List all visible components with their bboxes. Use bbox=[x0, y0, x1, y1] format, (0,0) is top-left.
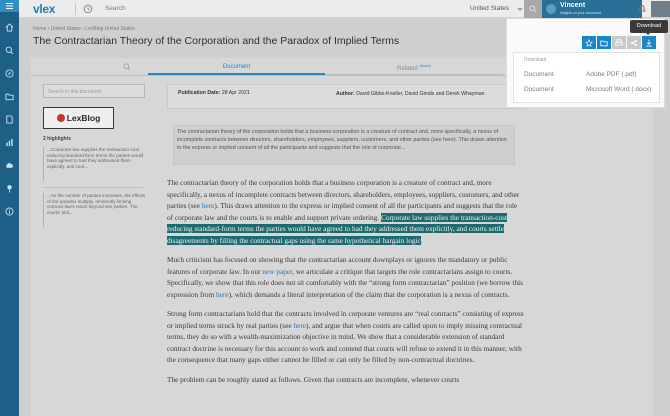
compass-icon[interactable] bbox=[0, 66, 19, 81]
text-run: Much criticism has focused on showing that the contractarian account downplays or ignores the mandatory or public features of corporate law. In our bbox=[167, 255, 508, 276]
share-icon bbox=[630, 39, 638, 47]
publication-date-label: Publication Date: bbox=[178, 90, 221, 96]
download-menu-header: Download bbox=[524, 57, 547, 63]
vincent-subtitle: Insights on your document bbox=[560, 11, 602, 15]
tab-document[interactable]: Document bbox=[148, 61, 325, 75]
folder-add-icon bbox=[600, 39, 608, 47]
document-card bbox=[31, 58, 653, 416]
download-docx-option[interactable] bbox=[524, 86, 654, 98]
folder-icon[interactable] bbox=[0, 89, 19, 104]
highlight-item[interactable]: ...Corporate law supplies the transaction-cost reducing standard-form terms the parties would have agreed to had they addressed them explicitly, and cour... bbox=[43, 147, 147, 181]
source-logo[interactable] bbox=[43, 107, 114, 129]
text-run: Strong form contractarians hold that the contracts involved in corporate ventures are “real contracts” consisting of express or implied terms struck by real parties (see bbox=[167, 309, 524, 330]
download-tooltip: Download bbox=[630, 20, 668, 33]
chart-icon[interactable] bbox=[0, 135, 19, 150]
home-icon[interactable] bbox=[0, 20, 19, 35]
document-icon[interactable] bbox=[0, 112, 19, 127]
info-icon[interactable] bbox=[0, 204, 19, 219]
menu-icon[interactable] bbox=[0, 0, 19, 12]
country-selector[interactable]: United States bbox=[470, 5, 510, 12]
folder-button[interactable] bbox=[597, 36, 611, 49]
highlight-item[interactable]: ...As the number of parties increases, the effects of the paradox multiply. Inherently limiting contract law's reach beyond two parties. The courts' abil... bbox=[43, 193, 147, 227]
option-format: Microsoft Word (.docx) bbox=[586, 86, 652, 93]
download-button[interactable] bbox=[642, 36, 656, 49]
text-run: . bbox=[420, 235, 423, 245]
link[interactable]: new paper bbox=[262, 266, 293, 276]
left-panel bbox=[43, 84, 147, 227]
search-icon[interactable] bbox=[123, 63, 131, 71]
link[interactable]: here bbox=[293, 320, 307, 330]
text-run: ), and argue that when courts are called upon to imply missing contractual terms, they do so with a wealth-maximization objective in mind. We show that a considerable extension of standard contract doctrine is necessary for this account to work and contend that courts will refuse to extend it in this manner, with the consequence that many gaps either cannot be filled or can only be filled by non-contractual doctrines. bbox=[167, 320, 523, 365]
print-button[interactable] bbox=[612, 36, 626, 49]
document-search-input[interactable]: Search in this document bbox=[43, 84, 145, 98]
tooltip-arrow bbox=[645, 32, 651, 35]
tab-related-label: Related bbox=[397, 66, 418, 72]
tab-related-badge: Vincent bbox=[419, 64, 431, 68]
left-rail bbox=[0, 0, 19, 416]
star-button[interactable] bbox=[582, 36, 596, 49]
abstract: The contractarian theory of the corporation holds that a business corporation is a creature of contract and, more specifically, a nexus of incomplete contracts between directors, shareholders, employees, suppliers, customers, and other parties (see here). This draws attention to the express or implied consent of all the participants and suggests that the role of corporate... bbox=[173, 125, 515, 165]
vincent-name: Vincent bbox=[560, 2, 586, 9]
publication-date-value: 28 Apr 2021 bbox=[221, 90, 250, 96]
highlighted-text[interactable]: Corporate law supplies the transaction-cost reducing standard-form terms the parties would have agreed to had they addressed them explicitly, and courts settle disagreements by filling the contractual gaps using the same hypothetical bargain logic bbox=[167, 212, 508, 245]
breadcrumb[interactable]: Home › United States › LexBlog United States bbox=[33, 26, 135, 32]
divider bbox=[43, 187, 143, 188]
metadata-box bbox=[167, 84, 527, 109]
bell-icon[interactable] bbox=[638, 4, 646, 13]
paragraph bbox=[167, 308, 524, 366]
share-button[interactable] bbox=[627, 36, 641, 49]
vlex-logo[interactable]: vlex bbox=[33, 2, 56, 16]
lexblog-icon bbox=[57, 114, 65, 122]
publication-date bbox=[178, 90, 250, 96]
divider bbox=[75, 3, 76, 15]
global-search-input[interactable]: Search bbox=[105, 5, 126, 12]
paragraph: The problem can be roughly stated as follows. Given that contracts are incomplete, whenever courts bbox=[167, 374, 460, 384]
action-toolbar bbox=[582, 36, 656, 49]
search-icon[interactable] bbox=[0, 43, 19, 58]
search-button[interactable] bbox=[524, 0, 542, 18]
author bbox=[336, 90, 496, 98]
link[interactable]: here bbox=[201, 201, 215, 211]
document-body bbox=[167, 84, 527, 393]
profile-avatar[interactable] bbox=[651, 1, 670, 17]
tab-related[interactable] bbox=[325, 61, 503, 75]
link[interactable]: here bbox=[216, 289, 229, 299]
text-run: The contractarian theory of the corporation holds that a business corporation is a creature of contract and, more specifically, a nexus of incomplete contracts between directors, shareholders, employees, suppliers, customers, and other parties (see bbox=[167, 178, 520, 211]
author-label: Author: bbox=[336, 91, 355, 97]
cloud-icon[interactable] bbox=[0, 158, 19, 173]
pin-icon[interactable] bbox=[0, 181, 19, 196]
page-title: The Contractarian Theory of the Corporation and the Paradox of Implied Terms bbox=[33, 35, 400, 47]
paragraph bbox=[167, 177, 524, 246]
paragraph bbox=[167, 254, 524, 300]
option-label: Document bbox=[524, 71, 554, 78]
text-run: ). This draws attention to the express or implied consent of all the participants and suggests that the role of corporate law and the courts is to enable and support private ordering. bbox=[167, 201, 518, 222]
download-icon bbox=[645, 39, 653, 47]
text-run: , we articulate a critique that targets the role contractarians assign to courts. Specifically, we show that this role does not sit comfortably with the “strong form contractarian” position (we borrow this expression from bbox=[167, 266, 523, 299]
notification-count: 0 bbox=[627, 5, 631, 12]
option-label: Document bbox=[524, 86, 554, 93]
star-icon bbox=[585, 39, 593, 47]
download-pdf-option[interactable] bbox=[524, 71, 654, 83]
source-name: LexBlog bbox=[66, 113, 101, 123]
highlights-count: 2 highlights bbox=[43, 136, 72, 142]
body-text bbox=[167, 177, 524, 385]
search-icon bbox=[529, 5, 537, 13]
print-icon bbox=[615, 39, 623, 47]
text-run: ), which demands a literal interpretation of the claim that the corporation is a nexus of contracts. bbox=[228, 289, 510, 299]
download-menu bbox=[513, 52, 660, 103]
option-format: Adobe PDF (.pdf) bbox=[586, 71, 637, 78]
history-icon[interactable] bbox=[83, 4, 93, 14]
top-bar bbox=[19, 0, 670, 18]
vincent-avatar bbox=[546, 4, 556, 14]
chevron-down-icon bbox=[517, 6, 523, 12]
author-value: David Gibbs-Kneller, David Gindis and Derek Whayman bbox=[356, 91, 485, 97]
